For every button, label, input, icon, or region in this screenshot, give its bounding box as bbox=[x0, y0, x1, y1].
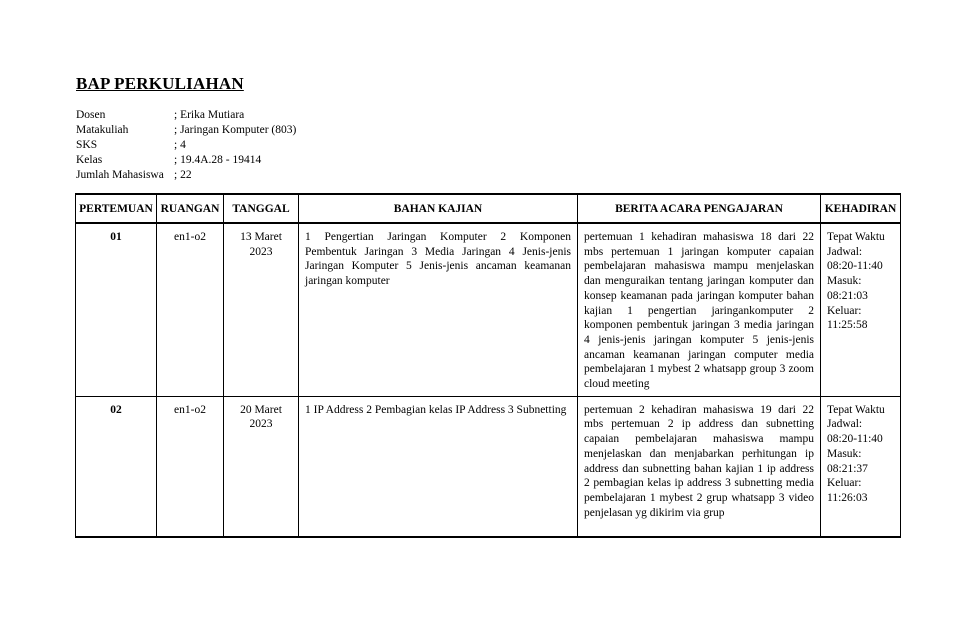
meta-value: ; Jaringan Komputer (803) bbox=[174, 124, 297, 136]
header-kehadiran: KEHADIRAN bbox=[821, 194, 901, 223]
kehadiran-jadwal-value: 08:20-11:40 bbox=[827, 433, 883, 446]
cell-kehadiran bbox=[821, 396, 901, 537]
kehadiran-keluar-label: Keluar: bbox=[827, 477, 862, 490]
kehadiran-masuk-label: Masuk: bbox=[827, 275, 862, 288]
cell-berita-acara: pertemuan 2 kehadiran mahasiswa 19 dari 22 mbs pertemuan 2 ip address dan subnetting capaian pembelajaran mahasiswa mampu menjelaskan dan menjabarkan perhitungan ip address dan subnetting bahan kajian 1 ip address 2 pembagian kelas ip address 3 subnetting media pembelajaran 1 mybest 2 grup whatsapp 3 video penjelasan yg dikirim via grup bbox=[578, 396, 821, 537]
meta-value: ; Erika Mutiara bbox=[174, 109, 245, 121]
kehadiran-jadwal-label: Jadwal: bbox=[827, 418, 863, 431]
kehadiran-keluar-value: 11:26:03 bbox=[827, 491, 868, 504]
kehadiran-masuk-label: Masuk: bbox=[827, 447, 862, 460]
meta-value: ; 22 bbox=[174, 169, 192, 181]
kehadiran-status: Tepat Waktu bbox=[827, 403, 885, 416]
kehadiran-jadwal-value: 08:20-11:40 bbox=[827, 260, 883, 273]
meta-row-kelas bbox=[76, 153, 296, 168]
meta-key: Kelas bbox=[76, 154, 103, 166]
kehadiran-masuk-value: 08:21:37 bbox=[827, 462, 868, 475]
meta-value: ; 19.4A.28 - 19414 bbox=[174, 154, 262, 166]
kehadiran-status: Tepat Waktu bbox=[827, 231, 885, 243]
table-row bbox=[76, 223, 901, 396]
header-pertemuan: PERTEMUAN bbox=[76, 194, 157, 223]
meta-row-sks bbox=[76, 138, 296, 153]
meta-key: SKS bbox=[76, 139, 98, 151]
meta-key: Matakuliah bbox=[76, 124, 129, 136]
cell-berita-acara: pertemuan 1 kehadiran mahasiswa 18 dari 22 mbs pertemuan 1 jaringan komputer capaian pembelajaran mahasiswa mampu menjelaskan dan menguraikan tentang jaringan komputer dan konsep keamanan pada jaringan komputer bahan kajian 1 pengertian jaringankomputer 2 komponen pembentuk jaringan 3 media jaringan 4 jenis-jenis jaringan komputer 5 jenis-jenis ancaman keamanan jaringan computer media pembelajaran 1 mybest 2 whatsapp group 3 zoom cloud meeting bbox=[578, 223, 821, 396]
page-title: BAP PERKULIAHAN bbox=[76, 74, 244, 93]
header-berita-acara: BERITA ACARA PENGAJARAN bbox=[578, 194, 821, 223]
bap-table bbox=[75, 193, 901, 538]
meta-row-matakuliah bbox=[76, 123, 296, 138]
table-header-row bbox=[76, 194, 901, 223]
cell-pertemuan: 02 bbox=[76, 396, 157, 537]
header-tanggal: TANGGAL bbox=[224, 194, 299, 223]
cell-ruangan: en1-o2 bbox=[157, 396, 224, 537]
cell-bahan-kajian: 1 Pengertian Jaringan Komputer 2 Komponen Pembentuk Jaringan 3 Media Jaringan 4 Jenis-jenis Jaringan Komputer 5 Jenis-jenis ancaman keamanan jaringan komputer bbox=[299, 223, 578, 396]
cell-bahan-kajian: 1 IP Address 2 Pembagian kelas IP Address 3 Subnetting bbox=[299, 396, 578, 537]
course-info bbox=[76, 108, 296, 183]
kehadiran-keluar-value: 11:25:58 bbox=[827, 319, 868, 332]
table-row bbox=[76, 396, 901, 537]
meta-value: ; 4 bbox=[174, 139, 186, 151]
meta-row-jumlah-mahasiswa bbox=[76, 168, 296, 183]
meta-key: Dosen bbox=[76, 109, 106, 121]
meta-key: Jumlah Mahasiswa bbox=[76, 169, 164, 181]
meta-row-dosen bbox=[76, 108, 296, 123]
kehadiran-jadwal-label: Jadwal: bbox=[827, 245, 863, 258]
header-bahan-kajian: BAHAN KAJIAN bbox=[299, 194, 578, 223]
cell-tanggal: 13 Maret 2023 bbox=[224, 223, 299, 396]
header-ruangan: RUANGAN bbox=[157, 194, 224, 223]
cell-ruangan: en1-o2 bbox=[157, 223, 224, 396]
cell-kehadiran bbox=[821, 223, 901, 396]
cell-tanggal: 20 Maret 2023 bbox=[224, 396, 299, 537]
kehadiran-masuk-value: 08:21:03 bbox=[827, 289, 868, 302]
kehadiran-keluar-label: Keluar: bbox=[827, 304, 862, 317]
cell-pertemuan: 01 bbox=[76, 223, 157, 396]
